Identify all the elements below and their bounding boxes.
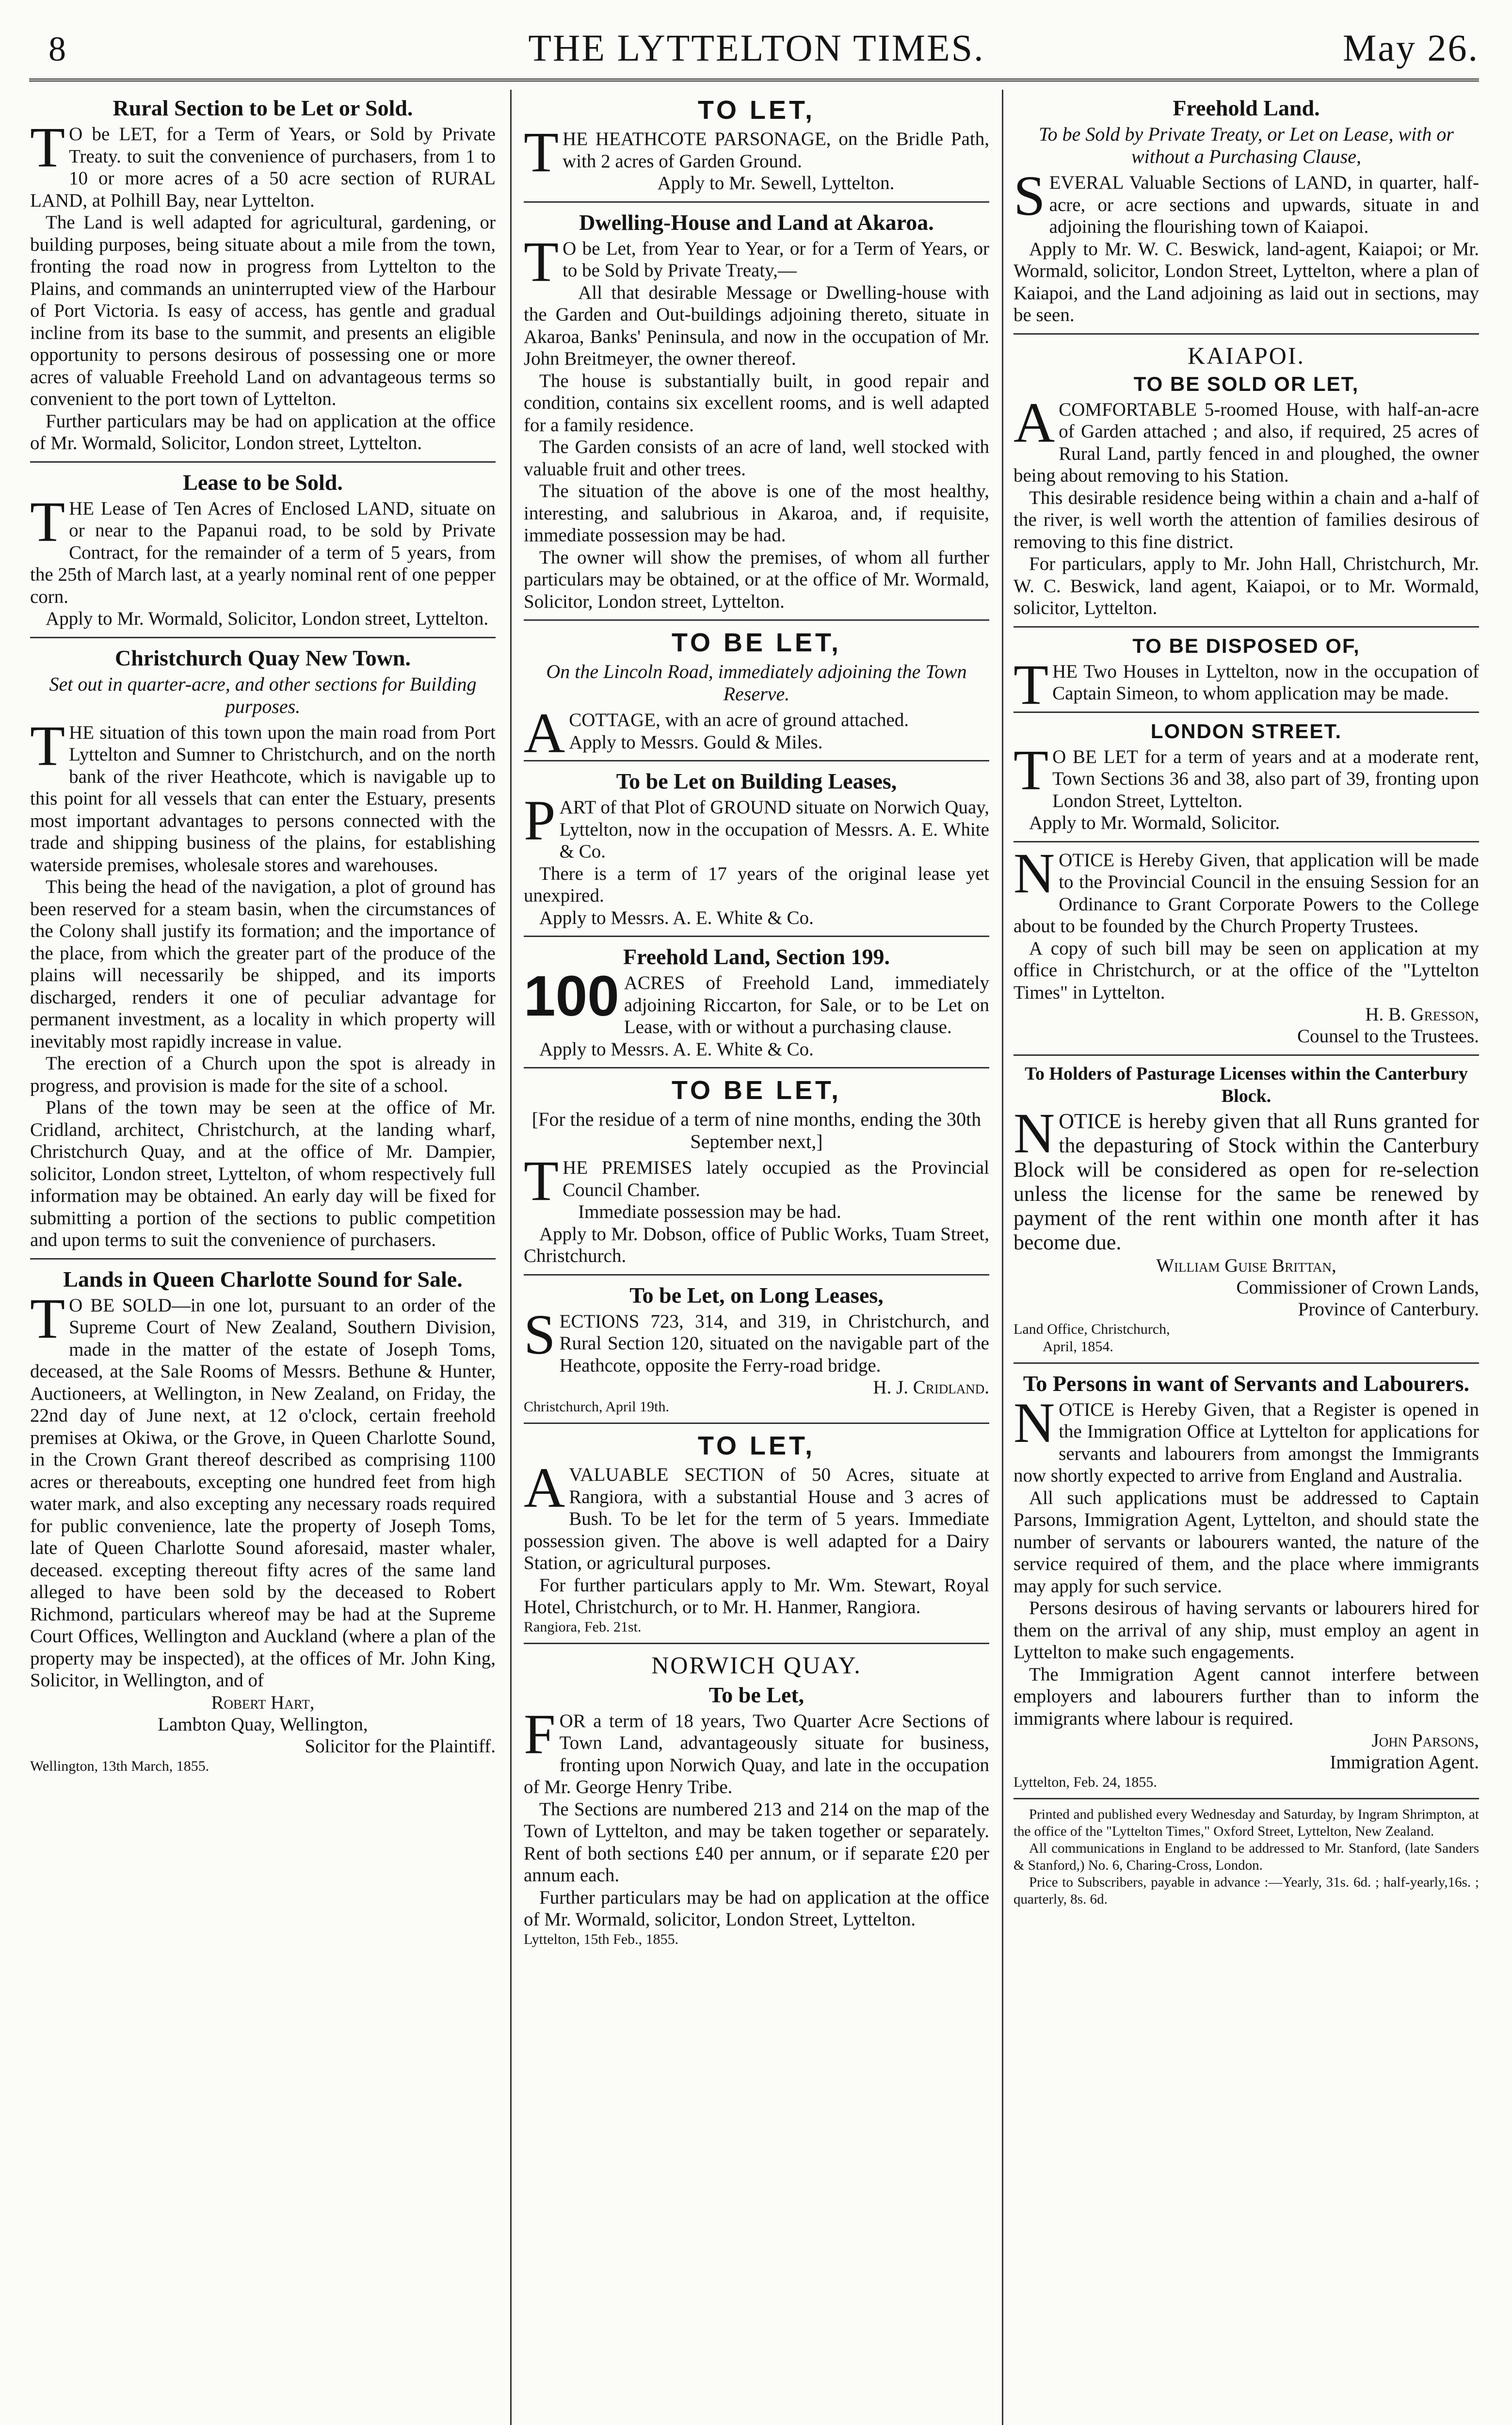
notice-heading: TO BE LET, [671, 628, 842, 657]
masthead [19, 19, 1494, 73]
notice-london-street [1013, 720, 1479, 834]
signature: Robert Hart, [211, 1692, 315, 1713]
divider [524, 619, 989, 621]
divider [524, 760, 989, 761]
notice-text: The Land is well adapted for agricultural, gardening, or building purposes, being situate about a mile from the town, fronting the road now in progress from Lyttelton to the Plains, and commands an uninterrupted view of the Harbour of Port Victoria. Is easy of access, has gentle and gradual incline from its base to the summit, and presents an eligible opportunity to persons desirous of possessing one or more acres of valuable Freehold Land on advantageous terms so convenient to the port town of Lyttelton. [30, 212, 496, 409]
notice-text: Persons desirous of having servants or labourers hired for them on the arrival of any ship, must employ an agent in Lyttelton to make such engagements. [1013, 1598, 1479, 1663]
notice-text: Further particulars may be had on application at the office of Mr. Wormald, solicitor, London Street, Lyttelton. [524, 1887, 989, 1930]
column-rule [1002, 90, 1003, 2425]
imprint [1013, 1806, 1479, 1908]
notice-text: The house is substantially built, in good repair and condition, contains six excellent rooms, and is well adapted for a family residence. [524, 370, 989, 436]
notice-text: FOR a term of 18 years, Two Quarter Acre Sections of Town Land, advantageously situate for business, fronting upon Norwich Quay, and late in the occupation of Mr. George Henry Tribe. [524, 1702, 989, 1797]
notice-text: Apply to Messrs. A. E. White & Co. [539, 907, 814, 928]
notice-text: Apply to Mr. Wormald, Solicitor, London street, Lyttelton. [46, 608, 489, 629]
notice-text: All such applications must be addressed to Captain Parsons, Immigration Agent, Lyttelton, and should state the number of servants or labourers wanted, the nature of the service required of them, and the place where immigrants may apply for such service. [1013, 1487, 1479, 1597]
notice-text: THE PREMISES lately occupied as the Provincial Council Chamber. [524, 1149, 989, 1212]
notice-text: The Sections are numbered 213 and 214 on the map of the Town of Lyttelton, and may be taken together or separately. Rent of both sections £40 per annum, or if separate £20 per annum each. [524, 1798, 989, 1886]
notice-building-leases [524, 768, 989, 929]
notice-christchurch-quay [30, 645, 496, 1251]
imprint-text: Printed and published every Wednesday and Saturday, by Ingram Shrimpton, at the office of the "Lyttelton Times," Oxford Street, Lyttelton, New Zealand. [1013, 1806, 1479, 1839]
divider [30, 1258, 496, 1260]
notice-long-leases [524, 1282, 989, 1416]
notice-norwich-quay [524, 1651, 989, 1948]
divider [1013, 1798, 1479, 1799]
notice-council-chamber [524, 1075, 989, 1267]
notice-lincoln-road [524, 628, 989, 765]
divider [1013, 333, 1479, 335]
notice-date: April, 1854. [1043, 1338, 1113, 1355]
imprint-text: Price to Subscribers, payable in advance :—Yearly, 31s. 6d. ; half-yearly,16s. ; quarterly, 8s. 6d. [1013, 1874, 1479, 1907]
notice-text: Apply to Messrs. Gould & Miles. [569, 731, 823, 753]
notice-date: Rangiora, Feb. 21st. [524, 1618, 642, 1635]
divider [30, 461, 496, 463]
column-2 [524, 92, 989, 2425]
notice-text: THE Lease of Ten Acres of Enclosed LAND, situate on or near to the Papanui road, to be sold by Private Contract, for the remainder of a term of 5 years, from the 25th of March last, at a yearly nominal rent of one pepper corn. [30, 489, 496, 607]
notice-heading: Dwelling-House and Land at Akaroa. [579, 210, 934, 235]
masthead-rule [29, 79, 1479, 81]
notice-text: The erection of a Church upon the spot is already in progress, and provision is made for the site of a school. [30, 1053, 496, 1096]
notice-queen-charlotte [30, 1266, 496, 1775]
notice-subheading: Set out in quarter-acre, and other sections for Building purposes. [49, 673, 477, 717]
notice-rural-section [30, 95, 496, 454]
notice-heading: Freehold Land, Section 199. [623, 944, 890, 969]
column-rule [510, 90, 512, 2425]
notice-heading: Rural Section to be Let or Sold. [113, 96, 413, 120]
notice-text: NOTICE is Hereby Given, that a Register is opened in the Immigration Office at Lyttelton for applications for servants and labourers from amongst the Immigrants now shortly expected to arrive from England and Australia. [1013, 1390, 1479, 1486]
divider [1013, 1054, 1479, 1056]
divider [1013, 626, 1479, 628]
notice-subheading: TO BE SOLD OR LET, [1133, 372, 1359, 395]
notice-text: TO BE LET for a term of years and at a moderate rent, Town Sections 36 and 38, also part of 39, fronting upon London Street, Lyttelton. [1013, 738, 1479, 811]
notice-heading: To be Let, on Long Leases, [629, 1282, 884, 1308]
notice-heading: TO BE DISPOSED OF, [1132, 634, 1360, 657]
column-1 [30, 92, 496, 2425]
notice-date: Lyttelton, Feb. 24, 1855. [1013, 1774, 1157, 1790]
notice-date: Wellington, 13th March, 1855. [30, 1758, 209, 1774]
notice-text: NOTICE is hereby given that all Runs granted for the depasturing of Stock within the Canterbury Block will be considered as open for re-selection unless the license for the same be renewed by payment of the rent within one month after it has become due. [1013, 1101, 1479, 1254]
divider [1013, 1362, 1479, 1364]
notice-subheading: On the Lincoln Road, immediately adjoining the Town Reserve. [546, 661, 967, 705]
notice-text: This desirable residence being within a chain and a-half of the river, is well worth the attention of families desirous of removing to this fine district. [1013, 487, 1479, 552]
notice-heading: TO LET, [697, 1431, 816, 1460]
divider [524, 936, 989, 937]
notice-text: For further particulars apply to Mr. Wm. Stewart, Royal Hotel, Christchurch, or to Mr. H. Hanmer, Rangiora. [524, 1574, 989, 1617]
signature-line: Solicitor for the Plaintiff. [305, 1736, 496, 1757]
divider [524, 1067, 989, 1068]
notice-rangiora [524, 1431, 989, 1636]
notice-heading: To Persons in want of Servants and Labourers. [1023, 1371, 1470, 1396]
signature-line: Immigration Agent. [1330, 1752, 1479, 1773]
notice-text: TO BE SOLD—in one lot, pursuant to an order of the Supreme Court of New Zealand, Southern Division, made in the matter of the estate of Joseph Toms, deceased, at the Sale Rooms of Messrs. Bethune & Hunter, Auctioneers, at Wellington, in New Zealand, on Friday, the 22nd day of June next, at 12 o'clock, certain freehold premises at Okiwa, or the Grove, in Queen Charlotte Sound, in the Crown Grant thereof described as comprising 1100 acres or thereabouts, excepting one hundred feet from high water mark, and also excepting any necessary roads required for public convenience, late the property of Joseph Toms, late of Queen Charlotte Sound aforesaid, master whaler, deceased. excepting thereout fifty acres of the same land alleged to have been sold by the deceased to Robert Richmond, particulars whereof may be had at the Supreme Court Offices, Wellington and Auckland (where a plan of the property may be inspected), at the offices of Mr. John King, Solicitor, in Wellington, and of [30, 1286, 496, 1691]
issue-date: May 26. [1343, 27, 1479, 69]
notice-section-199 [524, 944, 989, 1060]
notice-text: ACOTTAGE, with an acre of ground attached. [524, 701, 909, 765]
notice-text: THE situation of this town upon the main road from Port Lyttelton and Sumner to Christchurch, and on the north bank of the river Heathcote, which is navigable up to this point for all vessels that can enter the Estuary, presents most important advantages to persons connected with the trade and shipping business of the plains, for establishing waterside premises, wholesale stores and warehouses. [30, 713, 496, 875]
divider [524, 1274, 989, 1276]
notice-text: TO be LET, for a Term of Years, or Sold by Private Treaty. to suit the convenience of purchasers, from 1 to 10 or more acres of a 50 acre section of RURAL LAND, at Polhill Bay, near Lyttelton. [30, 115, 496, 211]
notice-text: Immediate possession may be had. [578, 1201, 841, 1222]
divider [524, 201, 989, 203]
notice-text: The Garden consists of an acre of land, well stocked with valuable fruit and other trees. [524, 436, 989, 480]
acreage-figure: 100 [524, 964, 619, 1028]
divider [524, 1643, 989, 1644]
notice-church-property [1013, 841, 1479, 1048]
notice-text: Plans of the town may be seen at the office of Mr. Cridland, architect, Christchurch, at the landing wharf, Christchurch Quay, and at the office of Mr. Dampier, solicitor, London street, Lyttelton, of whom respectively full information may be obtained. An early day will be fixed for submitting a portion of the sections to public competition and upon terms to suit the convenience of purchasers. [30, 1097, 496, 1250]
notice-text: The Immigration Agent cannot interfere between employers and labourers further than to inform the immigrants where labour is required. [1013, 1664, 1479, 1729]
notice-text: SEVERAL Valuable Sections of LAND, in quarter, half-acre, or acre sections and upwards, situate in and adjoining the flourishing town of Kaiapoi. [1013, 164, 1479, 237]
notice-heading: NORWICH QUAY. [651, 1651, 862, 1679]
newspaper-title: THE LYTTELTON TIMES. [528, 27, 985, 69]
notice-heading: To be Let on Building Leases, [616, 769, 897, 793]
notice-freehold-land [1013, 95, 1479, 326]
notice-text: Apply to Messrs. A. E. White & Co. [539, 1038, 814, 1060]
notice-text: Further particulars may be had on application at the office of Mr. Wormald, Solicitor, London street, Lyttelton. [30, 410, 496, 453]
notice-text: AVALUABLE SECTION of 50 Acres, situate at Rangiora, with a substantial House and 3 acres of Bush. To be let for the term of 5 years. Immediate possession given. The above is well adapted for a Dairy Station, or agricultural purposes. [524, 1456, 989, 1573]
notice-text: This being the head of the navigation, a plot of ground has been reserved for a steam basin, when the circumstances of the Colony shall justify its formation; and the importance of the place, from which the greater part of the produce of the plains will necessarily be shipped, and its imports discharged, renders it one of peculiar advantage for permanent investment, as a locality in which property will inevitably most rapidly increase in value. [30, 876, 496, 1052]
signature: H. J. Cridland. [873, 1377, 989, 1398]
divider [30, 637, 496, 638]
notice-text: There is a term of 17 years of the original lease yet unexpired. [524, 863, 989, 906]
notice-heading: Lease to be Sold. [183, 469, 343, 495]
notice-text: THE HEATHCOTE PARSONAGE, on the Bridle Path, with 2 acres of Garden Ground. [524, 120, 989, 184]
signature-line: Province of Canterbury. [1298, 1299, 1479, 1320]
notice-text: Apply to Mr. Sewell, Lyttelton. [657, 173, 895, 194]
notice-text: TO be Let, from Year to Year, or for a Term of Years, or to be Sold by Private Treaty,— [524, 229, 989, 293]
notice-lease-sold [30, 469, 496, 630]
notice-heathcote-parsonage [524, 95, 989, 194]
notice-text: THE Two Houses in Lyttelton, now in the occupation of Captain Simeon, to whom application may be made. [1013, 652, 1479, 716]
notice-text: For particulars, apply to Mr. John Hall, Christchurch, Mr. W. C. Beswick, land agent, Kaiapoi, or to Mr. Wormald, solicitor, Lyttelton. [1013, 553, 1479, 618]
notice-text: The owner will show the premises, of whom all further particulars may be obtained, or at the office of Mr. Wormald, Solicitor, London street, Lyttelton. [524, 547, 989, 612]
notice-kaiapoi [1013, 341, 1479, 619]
notice-text: All that desirable Message or Dwelling-house with the Garden and Out-buildings adjoining thereto, situate in Akaroa, Banks' Peninsula, and now in the occupation of Mr. John Breitmeyer, the owner thereof. [524, 282, 989, 369]
notice-date: Lyttelton, 15th Feb., 1855. [524, 1931, 679, 1947]
notice-subheading: To be Let, [708, 1682, 804, 1707]
signature-line: Lambton Quay, Wellington, [158, 1714, 368, 1735]
notice-text: NOTICE is Hereby Given, that application will be made to the Provincial Council in the ensuing Session for an Ordinance to Grant Corporate Powers to the College about to be founded by the Church Property Trustees. [1013, 841, 1479, 937]
signature: William Guise Brittan, [1156, 1255, 1336, 1276]
notice-text: ACOMFORTABLE 5-roomed House, with half-an-acre of Garden attached ; and also, if required, 25 acres of Rural Land, partly fenced in and ploughed, the owner being about removing to his Station. [1013, 390, 1479, 486]
notice-heading: Christchurch Quay New Town. [114, 645, 411, 670]
notice-text: Apply to Mr. Dobson, office of Public Works, Tuam Street, Christchurch. [524, 1223, 989, 1266]
column-3 [1013, 92, 1479, 2425]
signature-line: Commissioner of Crown Lands, [1236, 1277, 1479, 1298]
signature: H. B. Gresson, [1365, 1004, 1479, 1025]
signature-line: Counsel to the Trustees. [1297, 1026, 1479, 1047]
notice-disposed-of [1013, 634, 1479, 716]
notice-text: SECTIONS 723, 314, and 319, in Christchurch, and Rural Section 120, situated on the navigable part of the Heathcote, opposite the Ferry-road bridge. [524, 1302, 989, 1376]
notice-servants-labourers [1013, 1371, 1479, 1791]
divider [1013, 711, 1479, 713]
notice-heading: TO BE LET, [671, 1076, 842, 1105]
notice-heading: TO LET, [697, 96, 816, 125]
notice-heading: LONDON STREET. [1150, 719, 1342, 743]
notice-date: Land Office, Christchurch, [1013, 1321, 1170, 1337]
imprint-text: All communications in England to be addressed to Mr. Stanford, (late Sanders & Stanford,) No. 6, Charing-Cross, London. [1013, 1840, 1479, 1873]
notice-text: ACRES of Freehold Land, immediately adjoining Riccarton, for Sale, or to be Let on Lease, with or without a purchasing clause. [624, 972, 989, 1037]
notice-subheading: To be Sold by Private Treaty, or Let on Lease, with or without a Purchasing Clause, [1039, 123, 1454, 167]
notice-heading: KAIAPOI. [1187, 341, 1305, 369]
notice-heading: Freehold Land. [1173, 96, 1320, 120]
notice-akaroa [524, 210, 989, 613]
divider [1013, 841, 1479, 842]
divider [524, 1423, 989, 1424]
notice-text: The situation of the above is one of the most healthy, interesting, and salubrious in Akaroa, and, if requisite, immediate possession may be had. [524, 481, 989, 546]
notice-date: Christchurch, April 19th. [524, 1399, 669, 1415]
notice-pasturage-licenses [1013, 1063, 1479, 1356]
notice-text: Apply to Mr. W. C. Beswick, land-agent, Kaiapoi; or Mr. Wormald, solicitor, London Street, Lyttelton, where a plan of Kaiapoi, and the Land adjoining as laid out in sections, may be seen. [1013, 238, 1479, 325]
notice-heading: Lands in Queen Charlotte Sound for Sale. [63, 1266, 463, 1292]
notice-heading: To Holders of Pasturage Licenses within the Canterbury Block. [1025, 1063, 1468, 1106]
notice-text: A copy of such bill may be seen on application at my office in Christchurch, or at the office of the "Lyttelton Times" in Lyttelton. [1013, 938, 1479, 1003]
notice-text: PART of that Plot of GROUND situate on Norwich Quay, Lyttelton, now in the occupation of Messrs. A. E. White & Co. [524, 789, 989, 862]
notice-text: Apply to Mr. Wormald, Solicitor. [1029, 812, 1280, 833]
notice-subheading: [For the residue of a term of nine months, ending the 30th September next,] [531, 1108, 981, 1152]
signature: John Parsons, [1371, 1730, 1479, 1751]
page-number: 8 [48, 30, 66, 68]
